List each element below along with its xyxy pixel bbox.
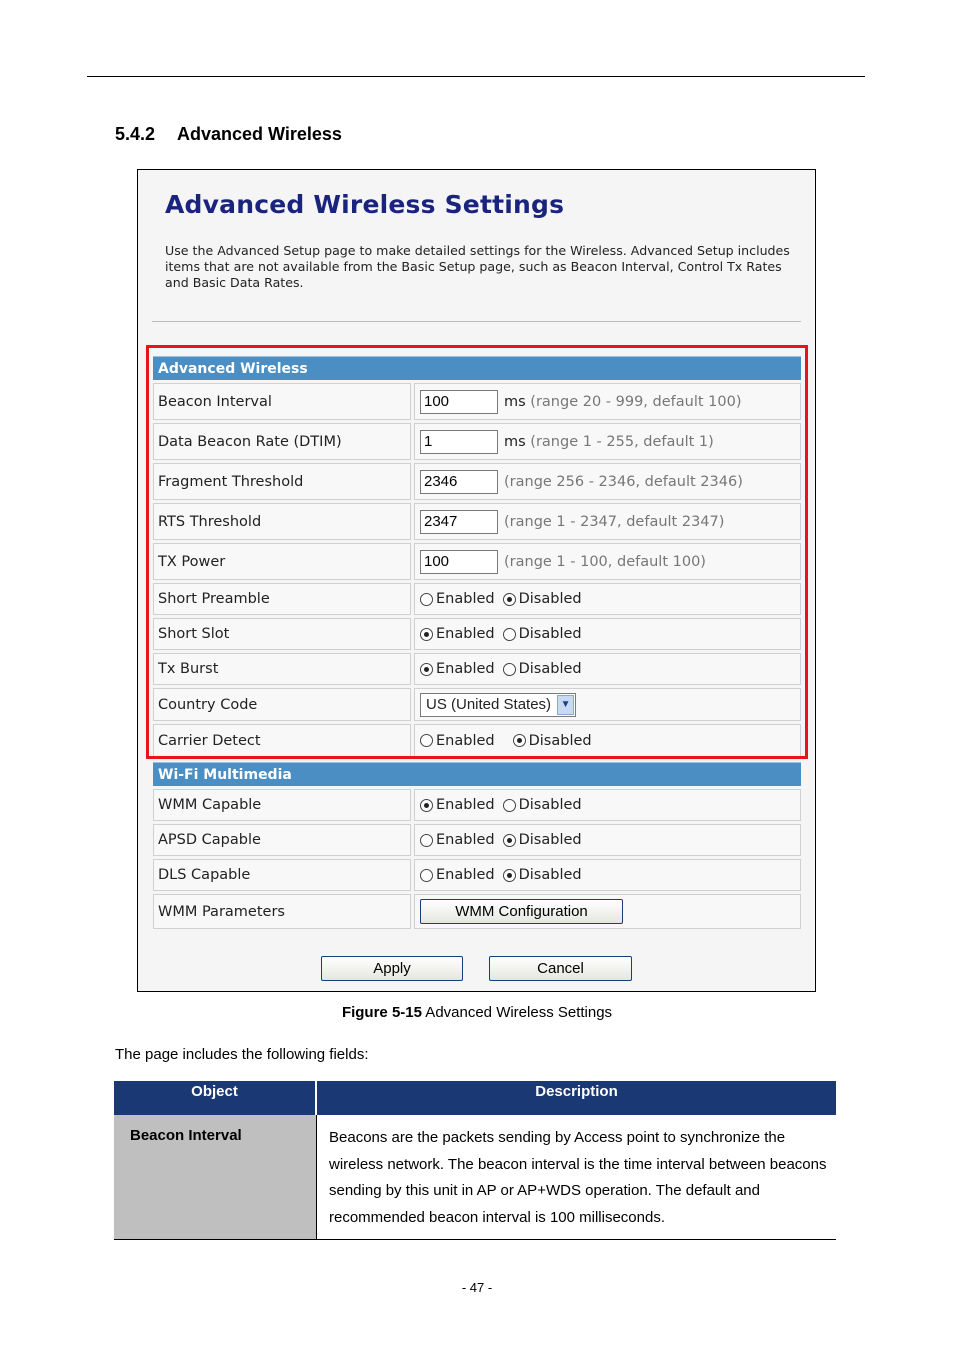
- table-row: [114, 1115, 836, 1240]
- section-number: 5.4.2: [115, 124, 156, 144]
- short-slot-disabled-radio[interactable]: Disabled: [503, 626, 582, 642]
- fields-table: [114, 1081, 836, 1240]
- wmm-capable-row: [153, 789, 801, 821]
- apsd-capable-row: [153, 824, 801, 856]
- radio-selected-icon: [503, 593, 516, 606]
- carrier-detect-enabled-radio[interactable]: Enabled: [420, 733, 495, 749]
- short-slot-row: [153, 618, 801, 650]
- short-slot-label: Short Slot: [153, 618, 411, 650]
- cancel-button[interactable]: Cancel: [489, 956, 632, 981]
- radio-icon: [420, 734, 433, 747]
- rts-threshold-row: [153, 503, 801, 540]
- carrier-detect-disabled-radio[interactable]: Disabled: [513, 733, 592, 749]
- country-code-value: US (United States): [426, 696, 552, 713]
- rts-threshold-label: RTS Threshold: [153, 503, 411, 540]
- tx-burst-enabled-radio[interactable]: Enabled: [420, 661, 495, 677]
- field-description: Beacons are the packets sending by Access point to synchronize the wireless network. The beacon interval is the time interval between beacons sending by this unit in AP or AP+WDS operation. The default and recommended beacon interval is 100 milliseconds.: [329, 1129, 827, 1226]
- settings-screenshot: [137, 169, 816, 992]
- beacon-interval-label: Beacon Interval: [153, 383, 411, 420]
- field-object: Beacon Interval: [114, 1115, 317, 1239]
- radio-icon: [503, 663, 516, 676]
- settings-page-title: Advanced Wireless Settings: [165, 190, 565, 219]
- carrier-detect-label: Carrier Detect: [153, 724, 411, 757]
- rts-threshold-input[interactable]: 2347: [420, 510, 498, 534]
- short-preamble-row: [153, 583, 801, 615]
- wmm-capable-label: WMM Capable: [153, 789, 411, 821]
- country-code-row: [153, 688, 801, 721]
- tx-power-hint: (range 1 - 100, default 100): [504, 553, 706, 570]
- radio-selected-icon: [513, 734, 526, 747]
- wmm-configuration-button[interactable]: WMM Configuration: [420, 899, 623, 924]
- radio-selected-icon: [420, 799, 433, 812]
- tx-burst-disabled-radio[interactable]: Disabled: [503, 661, 582, 677]
- country-code-select[interactable]: [420, 693, 576, 717]
- tx-power-label: TX Power: [153, 543, 411, 580]
- apply-button[interactable]: Apply: [321, 956, 463, 981]
- radio-icon: [420, 834, 433, 847]
- radio-icon: [420, 869, 433, 882]
- radio-selected-icon: [503, 869, 516, 882]
- radio-icon: [503, 799, 516, 812]
- tx-burst-row: [153, 653, 801, 685]
- beacon-interval-row: [153, 383, 801, 420]
- country-code-label: Country Code: [153, 688, 411, 721]
- settings-description: Use the Advanced Setup page to make detailed settings for the Wireless. Advanced Setup includes items that are not available from the Basic Setup page, such as Beacon Interval, Control Tx Rates and Basic Data Rates.: [165, 243, 790, 290]
- object-column-header: Object: [114, 1081, 317, 1115]
- short-preamble-label: Short Preamble: [153, 583, 411, 615]
- beacon-interval-input[interactable]: 100: [420, 390, 498, 414]
- wmm-parameters-row: [153, 894, 801, 929]
- tx-power-row: [153, 543, 801, 580]
- wmm-disabled-radio[interactable]: Disabled: [503, 797, 582, 813]
- rts-threshold-hint: (range 1 - 2347, default 2347): [504, 513, 725, 530]
- beacon-interval-hint: ms (range 20 - 999, default 100): [504, 393, 742, 410]
- radio-selected-icon: [420, 663, 433, 676]
- figure-caption: [0, 1004, 954, 1021]
- apsd-disabled-radio[interactable]: Disabled: [503, 832, 582, 848]
- intro-text: The page includes the following fields:: [115, 1046, 369, 1063]
- tx-burst-label: Tx Burst: [153, 653, 411, 685]
- short-preamble-disabled-radio[interactable]: Disabled: [503, 591, 582, 607]
- dtim-label: Data Beacon Rate (DTIM): [153, 423, 411, 460]
- dtim-input[interactable]: 1: [420, 430, 498, 454]
- apsd-enabled-radio[interactable]: Enabled: [420, 832, 495, 848]
- chevron-down-icon[interactable]: ▼: [557, 695, 574, 715]
- fragment-threshold-hint: (range 256 - 2346, default 2346): [504, 473, 743, 490]
- wifi-multimedia-header: Wi-Fi Multimedia: [153, 762, 801, 786]
- description-column-header: Description: [535, 1083, 618, 1100]
- dls-capable-row: [153, 859, 801, 891]
- apsd-capable-label: APSD Capable: [153, 824, 411, 856]
- figure-number: Figure 5-15: [341, 1004, 422, 1021]
- figure-title: Advanced Wireless Settings: [421, 1004, 613, 1021]
- dtim-hint: ms (range 1 - 255, default 1): [504, 433, 714, 450]
- fields-table-header: [114, 1081, 836, 1115]
- radio-icon: [420, 593, 433, 606]
- section-title: Advanced Wireless: [177, 124, 342, 144]
- dls-disabled-radio[interactable]: Disabled: [503, 867, 582, 883]
- carrier-detect-row: [153, 724, 801, 757]
- fragment-threshold-row: [153, 463, 801, 500]
- header-rule: [87, 76, 865, 77]
- page-number: - 47 -: [461, 1280, 493, 1295]
- radio-selected-icon: [420, 628, 433, 641]
- tx-power-input[interactable]: 100: [420, 550, 498, 574]
- dtim-row: [153, 423, 801, 460]
- section-heading: [115, 124, 342, 145]
- divider: [152, 321, 801, 322]
- dls-enabled-radio[interactable]: Enabled: [420, 867, 495, 883]
- radio-icon: [503, 628, 516, 641]
- wmm-enabled-radio[interactable]: Enabled: [420, 797, 495, 813]
- advanced-wireless-table: [153, 356, 801, 929]
- short-slot-enabled-radio[interactable]: Enabled: [420, 626, 495, 642]
- fragment-threshold-input[interactable]: 2346: [420, 470, 498, 494]
- fragment-threshold-label: Fragment Threshold: [153, 463, 411, 500]
- advanced-wireless-header: Advanced Wireless: [153, 356, 801, 380]
- wmm-parameters-label: WMM Parameters: [153, 894, 411, 929]
- radio-selected-icon: [503, 834, 516, 847]
- short-preamble-enabled-radio[interactable]: Enabled: [420, 591, 495, 607]
- dls-capable-label: DLS Capable: [153, 859, 411, 891]
